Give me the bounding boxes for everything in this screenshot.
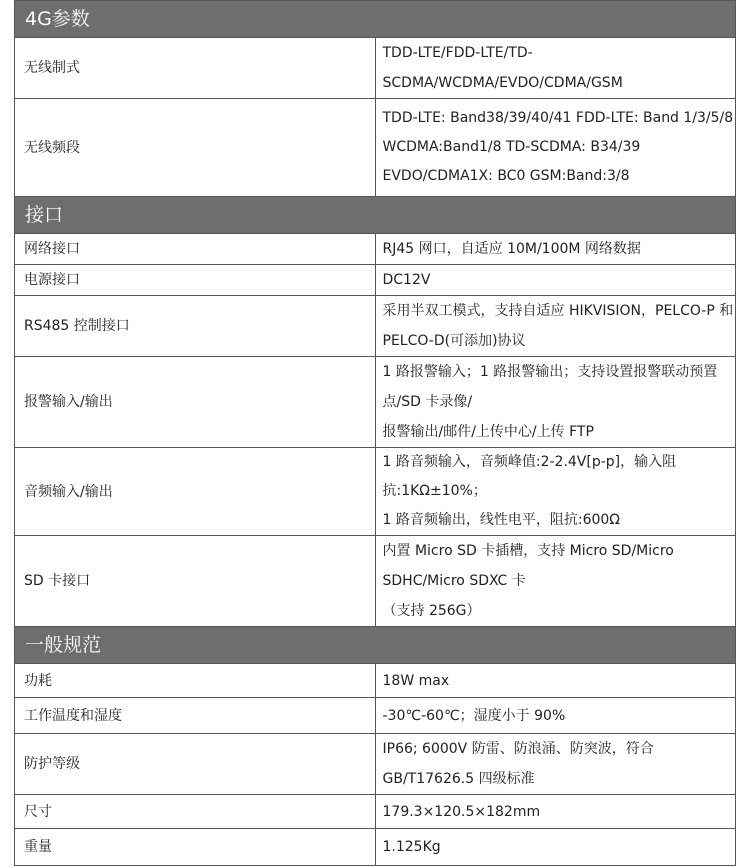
spec-label: 尺寸 — [15, 795, 376, 829]
spec-row-power-port — [15, 265, 736, 296]
spec-row-protection — [15, 734, 736, 795]
spec-value-line: TDD-LTE/FDD-LTE/TD-SCDMA/WCDMA/EVDO/CDMA/GSM — [382, 45, 623, 91]
spec-row-sd-card — [15, 536, 736, 627]
spec-value-line: （支持 256G） — [382, 603, 481, 619]
spec-label: 网络接口 — [15, 234, 376, 265]
spec-row-network-port — [15, 234, 736, 265]
section-title: 接口 — [15, 197, 736, 234]
spec-label: RS485 控制接口 — [15, 296, 376, 357]
spec-label: 工作温度和湿度 — [15, 698, 376, 734]
spec-value-line: 1 路音频输入，音频峰值:2-2.4V[p-p]，输入阻抗:1KΩ±10%； — [382, 454, 677, 499]
spec-value — [375, 536, 736, 627]
spec-value — [375, 734, 736, 795]
spec-table — [14, 0, 736, 866]
section-title: 一般规范 — [15, 627, 736, 664]
spec-value-line: 18W max — [382, 672, 450, 689]
spec-value — [375, 296, 736, 357]
spec-label: SD 卡接口 — [15, 536, 376, 627]
section-header-general — [15, 627, 736, 664]
section-header-4g — [15, 1, 736, 38]
section-title: 4G参数 — [15, 1, 736, 38]
spec-row-audio-io — [15, 448, 736, 536]
spec-value-line: 内置 Micro SD 卡插槽，支持 Micro SD/Micro SDHC/Micro SDXC 卡 — [382, 543, 674, 589]
spec-value-line: DC12V — [382, 272, 431, 288]
spec-label: 功耗 — [15, 664, 376, 698]
spec-row-wireless-mode — [15, 38, 736, 99]
spec-value-line: RJ45 网口，自适应 10M/100M 网络数据 — [382, 241, 641, 257]
spec-value — [375, 664, 736, 698]
spec-value — [375, 795, 736, 829]
spec-value-line: WCDMA:Band1/8 TD-SCDMA: B34/39 — [382, 139, 641, 155]
spec-label: 音频输入/输出 — [15, 448, 376, 536]
spec-label: 防护等级 — [15, 734, 376, 795]
spec-value-line: 采用半双工模式，支持自适应 HIKVISION，PELCO-P 和 — [382, 303, 734, 319]
spec-row-power-consumption — [15, 664, 736, 698]
spec-value-line: 1 路报警输入；1 路报警输出；支持设置报警联动预置点/SD 卡录像/ — [382, 364, 718, 410]
spec-value — [375, 357, 736, 448]
spec-value-line: 报警输出/邮件/上传中心/上传 FTP — [382, 424, 594, 440]
spec-value-line: -30℃-60℃；湿度小于 90% — [382, 707, 566, 724]
spec-row-wireless-bands — [15, 99, 736, 197]
spec-value-line: IP66; 6000V 防雷、防浪涌、防突波，符合 GB/T17626.5 四级标准 — [382, 741, 654, 787]
spec-value-line: TDD-LTE: Band38/39/40/41 FDD-LTE: Band 1/3/5/8 — [382, 110, 734, 126]
spec-row-rs485 — [15, 296, 736, 357]
spec-row-weight — [15, 829, 736, 866]
spec-row-dimensions — [15, 795, 736, 829]
section-header-interface — [15, 197, 736, 234]
spec-sheet — [14, 0, 736, 866]
spec-value — [375, 829, 736, 866]
spec-row-alarm-io — [15, 357, 736, 448]
spec-value — [375, 265, 736, 296]
spec-value — [375, 38, 736, 99]
spec-label: 重量 — [15, 829, 376, 866]
spec-value — [375, 99, 736, 197]
spec-value-line: 1.125Kg — [382, 839, 441, 855]
spec-label: 报警输入/输出 — [15, 357, 376, 448]
spec-label: 电源接口 — [15, 265, 376, 296]
spec-row-temperature — [15, 698, 736, 734]
spec-value-line: 179.3×120.5×182mm — [382, 803, 541, 820]
spec-value-line: PELCO-D(可添加)协议 — [382, 333, 526, 349]
spec-value — [375, 448, 736, 536]
spec-value-line: 1 路音频输出，线性电平，阻抗:600Ω — [382, 512, 620, 528]
spec-value — [375, 698, 736, 734]
spec-value-line: EVDO/CDMA1X: BC0 GSM:Band:3/8 — [382, 168, 630, 184]
spec-value — [375, 234, 736, 265]
spec-label: 无线频段 — [15, 99, 376, 197]
spec-label: 无线制式 — [15, 38, 376, 99]
